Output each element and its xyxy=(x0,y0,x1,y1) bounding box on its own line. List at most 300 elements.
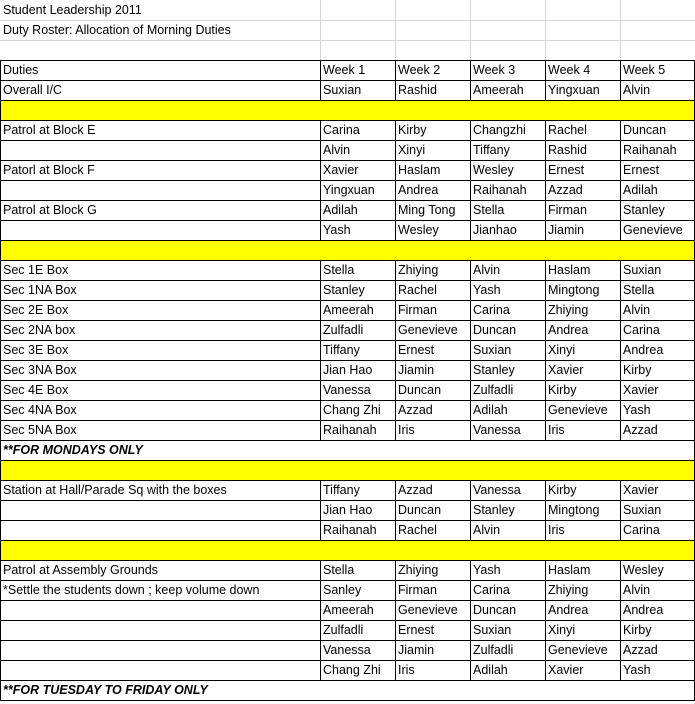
name-cell-week-3: Yash xyxy=(473,563,501,577)
border-line xyxy=(620,220,621,240)
name-cell-week-1: Vanessa xyxy=(323,643,371,657)
border-line xyxy=(320,360,321,380)
name-cell-week-2: Zhiying xyxy=(398,263,439,277)
week-header-4: Week 4 xyxy=(548,63,591,77)
border-line xyxy=(470,640,471,660)
name-cell-week-2: Jiamin xyxy=(398,643,435,657)
box-row xyxy=(0,280,695,300)
name-cell-week-4: Kirby xyxy=(548,383,577,397)
border-line xyxy=(320,160,321,180)
separator-row xyxy=(0,100,695,120)
name-cell-week-4: Xavier xyxy=(548,663,584,677)
border-line xyxy=(620,560,621,580)
week-header-3: Week 3 xyxy=(473,63,516,77)
name-cell-week-2: Ernest xyxy=(398,623,435,637)
patrol-block-row xyxy=(0,160,695,180)
name-cell-week-5: Andrea xyxy=(623,343,664,357)
border-line xyxy=(320,420,321,440)
note-tue-fri: **FOR TUESDAY TO FRIDAY ONLY xyxy=(3,683,208,697)
border-line xyxy=(0,540,695,541)
border-line xyxy=(545,180,546,200)
box-row xyxy=(0,380,695,400)
name-cell-week-2: Xinyi xyxy=(398,143,426,157)
border-line xyxy=(0,580,695,581)
border-line xyxy=(0,260,695,261)
name-cell-week-4: Azzad xyxy=(548,183,583,197)
border-line xyxy=(395,80,396,100)
border-line xyxy=(0,60,1,700)
patrol-block-row xyxy=(0,140,695,160)
border-line xyxy=(395,280,396,300)
border-line xyxy=(545,600,546,620)
name-cell-week-1: Ameerah xyxy=(323,603,374,617)
border-line xyxy=(0,200,695,201)
name-cell-week-2: Jiamin xyxy=(398,363,435,377)
border-line xyxy=(0,360,695,361)
border-line xyxy=(545,360,546,380)
name-cell-week-1: Alvin xyxy=(323,143,351,157)
week-header-2: Week 2 xyxy=(398,63,441,77)
border-line xyxy=(545,280,546,300)
duty-label: Sec 2E Box xyxy=(3,303,69,317)
name-cell-week-1: Stanley xyxy=(323,283,365,297)
name-cell-week-2: Rashid xyxy=(398,83,437,97)
name-cell-week-5: Genevieve xyxy=(623,223,683,237)
box-row xyxy=(0,260,695,280)
name-cell-week-5: Stanley xyxy=(623,203,665,217)
border-line xyxy=(545,480,546,500)
border-line xyxy=(395,380,396,400)
name-cell-week-3: Duncan xyxy=(473,323,517,337)
name-cell-week-3: Raihanah xyxy=(473,183,527,197)
border-line xyxy=(0,340,695,341)
border-line xyxy=(395,220,396,240)
name-cell-week-3: Yash xyxy=(473,283,501,297)
duty-label: Sec 1NA Box xyxy=(3,283,77,297)
border-line xyxy=(320,480,321,500)
name-cell-week-5: Raihanah xyxy=(623,143,677,157)
title-line-2-row xyxy=(0,20,695,40)
border-line xyxy=(470,220,471,240)
name-cell-week-2: Genevieve xyxy=(398,323,458,337)
border-line xyxy=(0,120,695,121)
name-cell-week-2: Iris xyxy=(398,663,415,677)
name-cell-week-4: Haslam xyxy=(548,563,591,577)
border-line xyxy=(545,520,546,540)
border-line xyxy=(0,300,695,301)
border-line xyxy=(470,120,471,140)
duty-label: *Settle the students down ; keep volume down xyxy=(3,583,260,597)
border-line xyxy=(320,260,321,280)
border-line xyxy=(470,580,471,600)
border-line xyxy=(545,80,546,100)
border-line xyxy=(620,160,621,180)
border-line xyxy=(0,500,695,501)
name-cell-week-3: Changzhi xyxy=(473,123,526,137)
name-cell-week-4: Zhiying xyxy=(548,303,589,317)
border-line xyxy=(395,360,396,380)
border-line xyxy=(620,120,621,140)
border-line xyxy=(0,180,695,181)
border-line xyxy=(395,480,396,500)
duty-label: Overall I/C xyxy=(3,83,63,97)
name-cell-week-5: Duncan xyxy=(623,123,667,137)
name-cell-week-1: Chang Zhi xyxy=(323,403,381,417)
border-line xyxy=(395,120,396,140)
border-line xyxy=(470,320,471,340)
border-line xyxy=(395,300,396,320)
border-line xyxy=(620,580,621,600)
duties-header: Duties xyxy=(3,63,39,77)
name-cell-week-4: Genevieve xyxy=(548,643,608,657)
separator-row xyxy=(0,540,695,560)
name-cell-week-2: Wesley xyxy=(398,223,439,237)
name-cell-week-1: Raihanah xyxy=(323,523,377,537)
border-line xyxy=(320,580,321,600)
assembly-row xyxy=(0,640,695,660)
box-row xyxy=(0,360,695,380)
border-line xyxy=(620,300,621,320)
border-line xyxy=(0,660,695,661)
border-line xyxy=(0,320,695,321)
name-cell-week-2: Genevieve xyxy=(398,603,458,617)
duty-label: Sec 4NA Box xyxy=(3,403,77,417)
name-cell-week-3: Adilah xyxy=(473,663,508,677)
border-line xyxy=(395,560,396,580)
border-line xyxy=(545,640,546,660)
note-tue-fri-row xyxy=(0,680,695,700)
border-line xyxy=(620,180,621,200)
border-line xyxy=(545,580,546,600)
name-cell-week-1: Suxian xyxy=(323,83,362,97)
duty-label: Sec 4E Box xyxy=(3,383,69,397)
name-cell-week-4: Andrea xyxy=(548,603,589,617)
name-cell-week-2: Duncan xyxy=(398,383,442,397)
name-cell-week-2: Firman xyxy=(398,583,437,597)
border-line xyxy=(620,660,621,680)
box-row xyxy=(0,300,695,320)
name-cell-week-3: Jianhao xyxy=(473,223,517,237)
border-line xyxy=(395,660,396,680)
border-line xyxy=(395,60,396,80)
note-mondays-row xyxy=(0,440,695,460)
name-cell-week-2: Kirby xyxy=(398,123,427,137)
border-line xyxy=(395,580,396,600)
name-cell-week-1: Adilah xyxy=(323,203,358,217)
border-line xyxy=(470,500,471,520)
border-line xyxy=(470,140,471,160)
border-line xyxy=(0,520,695,521)
duty-label: Patorl at Block F xyxy=(3,163,95,177)
border-line xyxy=(320,300,321,320)
border-line xyxy=(620,140,621,160)
border-line xyxy=(395,340,396,360)
border-line xyxy=(470,420,471,440)
border-line xyxy=(320,140,321,160)
border-line xyxy=(545,620,546,640)
name-cell-week-1: Zulfadli xyxy=(323,623,364,637)
border-line xyxy=(620,280,621,300)
border-line xyxy=(395,160,396,180)
patrol-block-row xyxy=(0,120,695,140)
border-line xyxy=(0,160,695,161)
name-cell-week-2: Iris xyxy=(398,423,415,437)
name-cell-week-1: Yash xyxy=(323,223,351,237)
border-line xyxy=(320,500,321,520)
border-line xyxy=(0,600,695,601)
border-line xyxy=(620,320,621,340)
patrol-block-row xyxy=(0,220,695,240)
title-line-1: Student Leadership 2011 xyxy=(3,3,142,17)
duty-label: Sec 3NA Box xyxy=(3,363,77,377)
name-cell-week-3: Adilah xyxy=(473,403,508,417)
name-cell-week-1: Tiffany xyxy=(323,483,360,497)
header-row xyxy=(0,60,695,80)
name-cell-week-3: Vanessa xyxy=(473,483,521,497)
name-cell-week-4: Rashid xyxy=(548,143,587,157)
name-cell-week-2: Ernest xyxy=(398,343,435,357)
name-cell-week-5: Suxian xyxy=(623,263,662,277)
border-line xyxy=(545,200,546,220)
assembly-row xyxy=(0,660,695,680)
border-line xyxy=(545,120,546,140)
border-line xyxy=(320,520,321,540)
name-cell-week-4: Xavier xyxy=(548,363,584,377)
border-line xyxy=(320,400,321,420)
border-line xyxy=(620,640,621,660)
border-line xyxy=(620,380,621,400)
name-cell-week-1: Raihanah xyxy=(323,423,377,437)
patrol-block-row xyxy=(0,180,695,200)
name-cell-week-5: Xavier xyxy=(623,483,659,497)
border-line xyxy=(320,80,321,100)
border-line xyxy=(470,80,471,100)
title-line-2: Duty Roster: Allocation of Morning Duties xyxy=(3,23,231,37)
border-line xyxy=(545,60,546,80)
name-cell-week-2: Rachel xyxy=(398,523,437,537)
name-cell-week-3: Duncan xyxy=(473,603,517,617)
border-line xyxy=(320,60,321,80)
name-cell-week-4: Ernest xyxy=(548,163,585,177)
duty-label: Patrol at Assembly Grounds xyxy=(3,563,158,577)
name-cell-week-4: Iris xyxy=(548,523,565,537)
border-line xyxy=(620,260,621,280)
border-line xyxy=(470,260,471,280)
name-cell-week-1: Jian Hao xyxy=(323,503,373,517)
duty-label: Patrol at Block E xyxy=(3,123,96,137)
title-line-1-row xyxy=(0,0,695,20)
border-line xyxy=(470,180,471,200)
border-line xyxy=(0,460,695,461)
overall-ic-row xyxy=(0,80,695,100)
border-line xyxy=(470,340,471,360)
border-line xyxy=(620,60,621,80)
duty-label: Sec 2NA box xyxy=(3,323,76,337)
border-line xyxy=(470,380,471,400)
name-cell-week-1: Carina xyxy=(323,123,360,137)
name-cell-week-5: Kirby xyxy=(623,363,652,377)
border-line xyxy=(320,120,321,140)
name-cell-week-5: Yash xyxy=(623,403,651,417)
separator-row xyxy=(0,240,695,260)
border-line xyxy=(320,320,321,340)
box-row xyxy=(0,420,695,440)
hall-row xyxy=(0,520,695,540)
duty-label: Sec 3E Box xyxy=(3,343,69,357)
border-line xyxy=(470,480,471,500)
border-line xyxy=(545,140,546,160)
name-cell-week-3: Stanley xyxy=(473,503,515,517)
week-header-1: Week 1 xyxy=(323,63,366,77)
duty-label: Patrol at Block G xyxy=(3,203,97,217)
border-line xyxy=(395,620,396,640)
box-row xyxy=(0,400,695,420)
border-line xyxy=(620,400,621,420)
name-cell-week-1: Chang Zhi xyxy=(323,663,381,677)
border-line xyxy=(395,600,396,620)
name-cell-week-3: Suxian xyxy=(473,343,512,357)
name-cell-week-2: Haslam xyxy=(398,163,441,177)
border-line xyxy=(395,420,396,440)
name-cell-week-3: Tiffany xyxy=(473,143,510,157)
name-cell-week-2: Andrea xyxy=(398,183,439,197)
border-line xyxy=(395,180,396,200)
border-line xyxy=(620,500,621,520)
name-cell-week-2: Rachel xyxy=(398,283,437,297)
name-cell-week-5: Azzad xyxy=(623,423,658,437)
border-line xyxy=(0,560,695,561)
name-cell-week-4: Xinyi xyxy=(548,623,576,637)
border-line xyxy=(0,280,695,281)
name-cell-week-5: Kirby xyxy=(623,623,652,637)
name-cell-week-3: Alvin xyxy=(473,523,501,537)
name-cell-week-5: Andrea xyxy=(623,603,664,617)
name-cell-week-2: Duncan xyxy=(398,503,442,517)
border-line xyxy=(320,340,321,360)
name-cell-week-4: Xinyi xyxy=(548,343,576,357)
name-cell-week-4: Genevieve xyxy=(548,403,608,417)
note-mondays: **FOR MONDAYS ONLY xyxy=(3,443,143,457)
name-cell-week-5: Carina xyxy=(623,523,660,537)
border-line xyxy=(0,680,695,681)
border-line xyxy=(545,660,546,680)
hall-row xyxy=(0,500,695,520)
name-cell-week-3: Carina xyxy=(473,583,510,597)
name-cell-week-2: Azzad xyxy=(398,403,433,417)
assembly-row xyxy=(0,560,695,580)
border-line xyxy=(470,60,471,80)
name-cell-week-5: Ernest xyxy=(623,163,660,177)
name-cell-week-4: Zhiying xyxy=(548,583,589,597)
duty-label: Sec 1E Box xyxy=(3,263,69,277)
border-line xyxy=(0,240,695,241)
border-line xyxy=(320,660,321,680)
week-header-5: Week 5 xyxy=(623,63,666,77)
border-line xyxy=(0,400,695,401)
name-cell-week-4: Haslam xyxy=(548,263,591,277)
border-line xyxy=(470,600,471,620)
border-line xyxy=(0,380,695,381)
border-line xyxy=(0,420,695,421)
gridline xyxy=(0,40,695,41)
border-line xyxy=(395,400,396,420)
border-line xyxy=(545,160,546,180)
name-cell-week-1: Ameerah xyxy=(323,303,374,317)
border-line xyxy=(0,80,695,81)
border-line xyxy=(320,220,321,240)
border-line xyxy=(545,500,546,520)
border-line xyxy=(470,400,471,420)
patrol-block-row xyxy=(0,200,695,220)
border-line xyxy=(545,320,546,340)
border-line xyxy=(470,660,471,680)
border-line xyxy=(320,640,321,660)
name-cell-week-5: Suxian xyxy=(623,503,662,517)
name-cell-week-1: Stella xyxy=(323,263,355,277)
name-cell-week-3: Suxian xyxy=(473,623,512,637)
name-cell-week-2: Ming Tong xyxy=(398,203,456,217)
border-line xyxy=(620,600,621,620)
name-cell-week-3: Vanessa xyxy=(473,423,521,437)
border-line xyxy=(395,640,396,660)
border-line xyxy=(0,620,695,621)
border-line xyxy=(0,700,695,701)
border-line xyxy=(620,80,621,100)
assembly-row xyxy=(0,600,695,620)
name-cell-week-5: Wesley xyxy=(623,563,664,577)
border-line xyxy=(620,340,621,360)
border-line xyxy=(470,620,471,640)
name-cell-week-5: Adilah xyxy=(623,183,658,197)
name-cell-week-3: Ameerah xyxy=(473,83,524,97)
border-line xyxy=(0,60,695,61)
border-line xyxy=(320,600,321,620)
border-line xyxy=(0,480,695,481)
name-cell-week-5: Alvin xyxy=(623,303,651,317)
assembly-row xyxy=(0,580,695,600)
name-cell-week-5: Yash xyxy=(623,663,651,677)
name-cell-week-4: Kirby xyxy=(548,483,577,497)
name-cell-week-5: Carina xyxy=(623,323,660,337)
name-cell-week-4: Firman xyxy=(548,203,587,217)
name-cell-week-5: Alvin xyxy=(623,583,651,597)
name-cell-week-3: Zulfadli xyxy=(473,383,514,397)
name-cell-week-4: Yingxuan xyxy=(548,83,600,97)
border-line xyxy=(620,520,621,540)
border-line xyxy=(545,300,546,320)
name-cell-week-1: Zulfadli xyxy=(323,323,364,337)
box-row xyxy=(0,340,695,360)
border-line xyxy=(0,100,695,101)
border-line xyxy=(470,200,471,220)
border-line xyxy=(545,340,546,360)
border-line xyxy=(545,380,546,400)
name-cell-week-4: Rachel xyxy=(548,123,587,137)
border-line xyxy=(395,320,396,340)
border-line xyxy=(320,280,321,300)
name-cell-week-1: Jian Hao xyxy=(323,363,373,377)
border-line xyxy=(470,300,471,320)
name-cell-week-3: Stanley xyxy=(473,363,515,377)
separator-row xyxy=(0,460,695,480)
name-cell-week-5: Stella xyxy=(623,283,655,297)
border-line xyxy=(470,520,471,540)
border-line xyxy=(0,220,695,221)
name-cell-week-4: Andrea xyxy=(548,323,589,337)
name-cell-week-1: Sanley xyxy=(323,583,362,597)
border-line xyxy=(470,560,471,580)
border-line xyxy=(320,380,321,400)
